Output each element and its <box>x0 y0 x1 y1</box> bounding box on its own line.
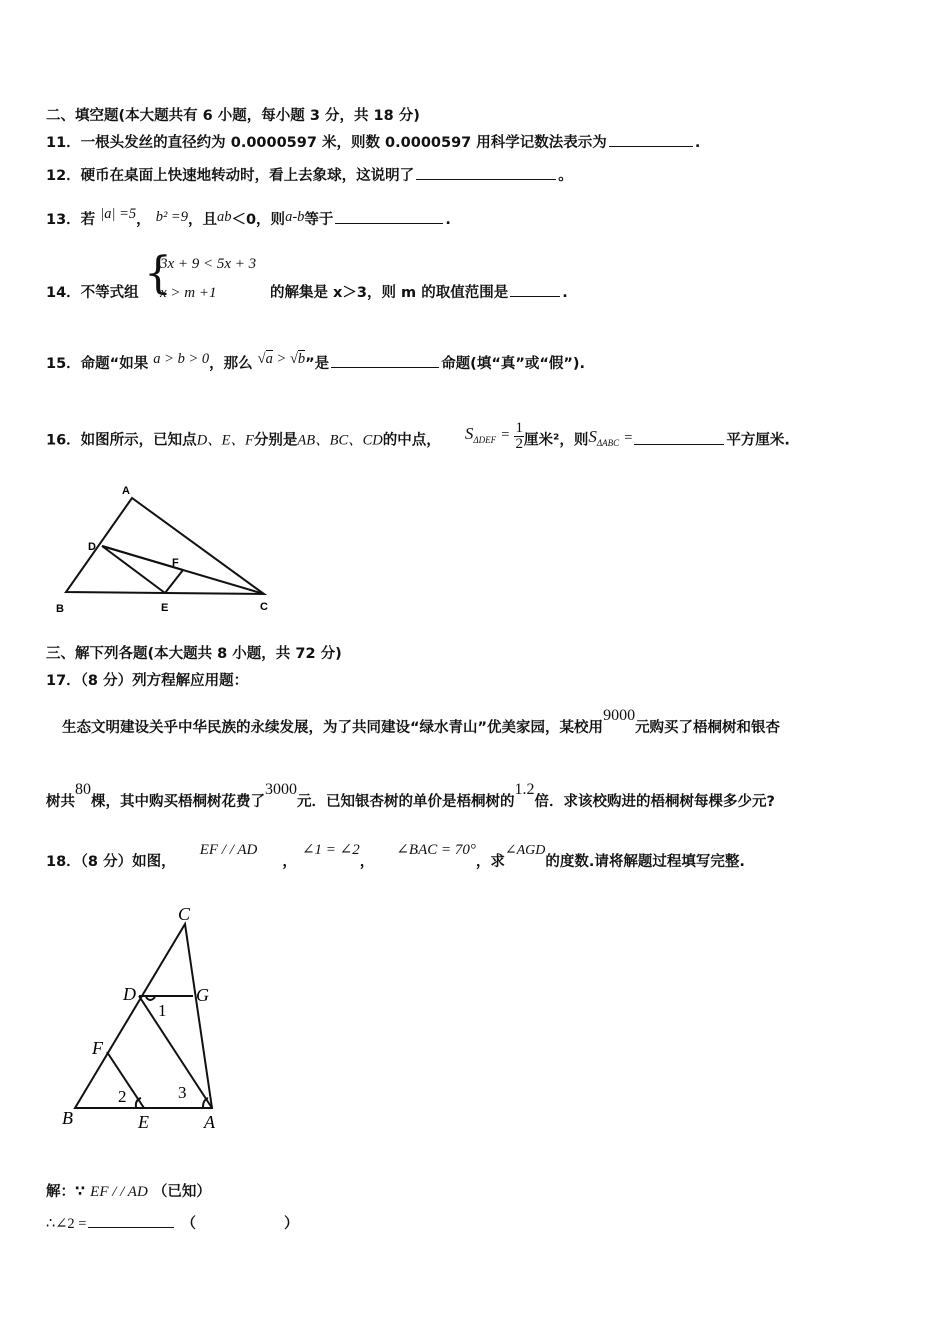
question-17-line-2 <box>46 781 775 811</box>
condition-b-squared: b² =9 <box>155 209 188 225</box>
label-d: D <box>88 541 96 553</box>
label-e: E <box>161 602 169 614</box>
question-13 <box>46 208 451 229</box>
solution-reason-known: （已知） <box>152 1184 211 1200</box>
answer-blank-13[interactable] <box>335 222 443 224</box>
fraction-one-half <box>514 421 524 452</box>
solution-line-1 <box>46 1180 211 1201</box>
greater-than: > <box>276 351 287 367</box>
label-a: A <box>204 1112 215 1132</box>
answer-blank-angle2[interactable] <box>88 1226 174 1228</box>
label-angle-1: 1 <box>158 1001 167 1020</box>
section-2-heading: 二、填空题(本大题共有 6 小题，每小题 3 分，共 18 分) <box>46 108 420 124</box>
area-abc-subscript: ΔABC <box>596 437 620 448</box>
question-16-mid2: 的中点， <box>382 432 441 449</box>
label-b: B <box>56 603 64 615</box>
label-c: C <box>260 601 268 613</box>
question-15-end: 命题(填“真”或“假”). <box>441 356 586 372</box>
condition-ab: ab <box>216 209 232 225</box>
label-b: B <box>62 1108 73 1128</box>
question-17-text-d: 棵，其中购买梧桐树花费了 <box>91 794 265 810</box>
area-def-subscript: ΔDEF <box>473 434 497 445</box>
system-brace: { <box>144 248 172 299</box>
separator: ， <box>359 854 375 870</box>
separator: ， <box>282 854 297 870</box>
condition-angle-bac: ∠BAC = 70° <box>396 842 476 858</box>
triangle-abc <box>75 924 212 1108</box>
label-a: A <box>122 485 130 497</box>
inequality-1: 3x + 9 < 5x + 3 <box>160 256 257 272</box>
points-def: D、E、F <box>196 432 254 449</box>
question-17-text-c: 树共 <box>46 794 75 810</box>
question-14-number: 14．不等式组 <box>46 285 139 301</box>
segment-ef <box>165 570 183 593</box>
solution-prefix: 解：∵ <box>46 1184 86 1200</box>
number-9000: 9000 <box>603 707 636 724</box>
section-3-heading: 三、解下列各题(本大题共 8 小题，共 72 分) <box>46 646 342 662</box>
question-14 <box>46 281 139 302</box>
question-13-end: . <box>445 212 451 228</box>
segment-da <box>139 996 212 1108</box>
question-16-number: 16．如图所示，已知点 <box>46 432 197 449</box>
separator: ，且 <box>187 212 217 228</box>
segments-ab-bc-cd: AB、BC、CD <box>297 432 383 449</box>
question-14-rest <box>270 281 568 302</box>
question-12-end: 。 <box>558 168 573 184</box>
answer-blank-15[interactable] <box>331 366 439 368</box>
sqrt-a: a <box>265 351 273 367</box>
inequality-2: x > m +1 <box>160 285 217 301</box>
question-17-line-1 <box>62 707 781 737</box>
question-11-text: 11．一根头发丝的直径约为 0.0000597 米，则数 0.0000597 用科学记数法表示为 <box>46 135 607 151</box>
question-13-tail: 等于 <box>304 212 334 228</box>
question-15 <box>46 352 585 373</box>
answer-blank-14[interactable] <box>510 295 560 297</box>
label-f: F <box>92 1038 103 1058</box>
equals: = <box>624 429 633 446</box>
question-15-mid: ，那么 <box>209 356 253 372</box>
label-c: C <box>178 904 191 924</box>
solution-ef-parallel-ad: EF / / AD <box>90 1184 148 1200</box>
target-angle-agd: ∠AGD <box>504 843 546 858</box>
label-angle-3: 3 <box>178 1083 187 1102</box>
question-18 <box>46 842 745 871</box>
condition-ef-parallel-ad: EF / / AD <box>199 842 258 858</box>
question-14-end: . <box>562 285 568 301</box>
question-15-number: 15．命题“如果 <box>46 356 149 372</box>
question-17-text-e: 元．已知银杏树的单价是梧桐树的 <box>297 794 515 810</box>
solution-line-2 <box>46 1212 299 1233</box>
figure-triangle-abc <box>40 480 290 620</box>
angle-1-arc <box>146 997 155 1000</box>
question-16-end: 平方厘米. <box>726 432 790 449</box>
reason-close-paren: ） <box>284 1216 299 1232</box>
condition-a-gt-b-gt-0: a > b > 0 <box>153 351 210 367</box>
answer-blank-11[interactable] <box>609 145 693 147</box>
number-1-2: 1.2 <box>514 781 535 798</box>
area-abc-symbol: S <box>588 426 597 446</box>
question-16-unit: 厘米²，则 <box>523 432 589 449</box>
solution-therefore-angle2: ∴∠2 = <box>46 1216 87 1232</box>
less-than-zero: ＜0，则 <box>231 212 286 228</box>
sqrt-inequality: √a > √b <box>257 351 306 367</box>
equals: = <box>501 426 510 443</box>
fraction-denominator: 2 <box>515 436 523 452</box>
question-11-end: . <box>694 135 701 151</box>
segment-df <box>102 546 183 570</box>
segment-de <box>102 546 165 593</box>
question-14-tail: 的解集是 x＞3，则 m 的取值范围是 <box>270 285 509 301</box>
question-18-number: 18．（8 分）如图， <box>46 854 176 870</box>
label-g: G <box>196 985 209 1005</box>
condition-angle1-eq-angle2: ∠1 = ∠2 <box>301 842 360 858</box>
question-12 <box>46 164 573 185</box>
question-18-tail: 的度数.请将解题过程填写完整. <box>545 854 745 870</box>
fraction-numerator: 1 <box>515 420 523 436</box>
question-17-title: 17．（8 分）列方程解应用题： <box>46 673 249 689</box>
label-d: D <box>123 984 136 1004</box>
condition-abs-a: |a| =5 <box>100 206 137 222</box>
question-13-number: 13．若 <box>46 212 96 228</box>
figure-triangle-abc-2 <box>50 900 250 1140</box>
label-e: E <box>138 1112 149 1132</box>
question-17-text-f: 倍．求该校购进的梧桐树每棵多少元? <box>534 794 775 810</box>
area-def-symbol: S <box>464 423 474 443</box>
number-80: 80 <box>75 781 91 798</box>
separator: ，求 <box>475 854 505 870</box>
reason-open-paren: （ <box>181 1216 196 1232</box>
separator: ， <box>136 212 151 228</box>
number-3000: 3000 <box>265 781 297 798</box>
question-17-text-a: 生态文明建设关乎中华民族的永续发展，为了共同建设“绿水青山”优美家园，某校用 <box>62 720 604 736</box>
answer-blank-16[interactable] <box>634 443 724 445</box>
question-12-text: 12．硬币在桌面上快速地转动时，看上去象球，这说明了 <box>46 168 415 184</box>
question-16 <box>46 420 790 456</box>
question-16-mid: 分别是 <box>253 432 298 449</box>
question-15-tail: ”是 <box>305 356 330 372</box>
question-17-text-b: 元购买了梧桐树和银杏 <box>635 720 781 736</box>
expression-a-minus-b: a-b <box>285 209 305 225</box>
sqrt-b: b <box>297 351 306 367</box>
answer-blank-12[interactable] <box>416 178 556 180</box>
label-angle-2: 2 <box>118 1087 127 1106</box>
label-f: F <box>172 557 179 569</box>
question-11 <box>46 131 700 152</box>
